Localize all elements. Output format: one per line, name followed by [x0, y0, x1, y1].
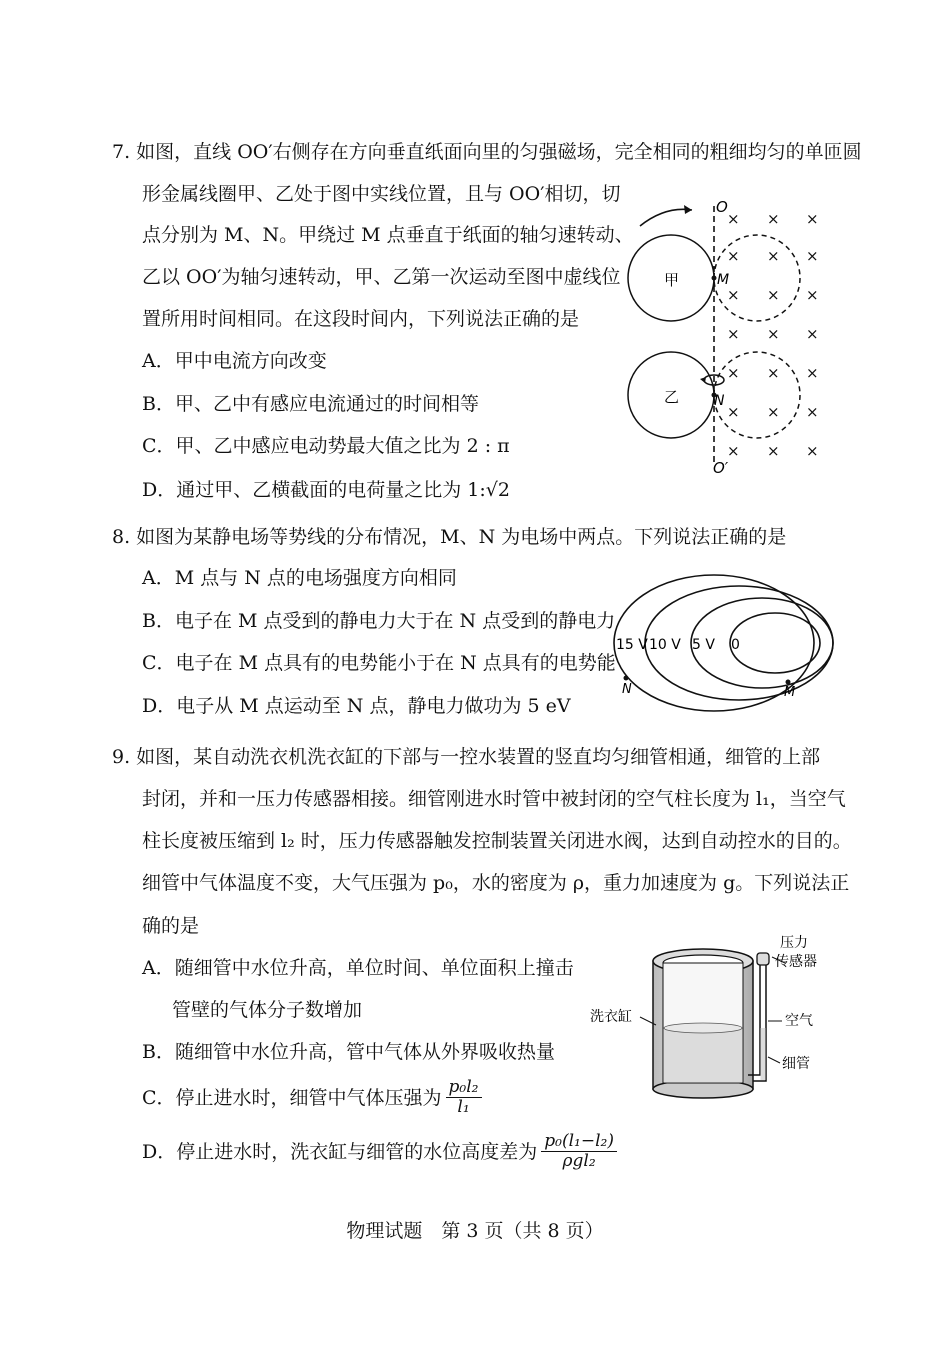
svg-text:洗衣缸: 洗衣缸 [590, 1009, 632, 1025]
label-jia: 甲 [664, 271, 680, 289]
q8-option-c: C．电子在 M 点具有的电势能小于在 N 点具有的电势能 [142, 652, 616, 674]
q7-figure [610, 188, 850, 478]
q7-stem-line4: 乙以 OO′为轴匀速转动，甲、乙第一次运动至图中虚线位 [142, 266, 621, 288]
svg-text:空气: 空气 [785, 1013, 813, 1029]
point-n [624, 676, 629, 681]
q7-option-a: A．甲中电流方向改变 [142, 350, 327, 372]
svg-text:细管: 细管 [782, 1056, 810, 1072]
svg-text:×: × [806, 210, 819, 228]
label-10v: 10 V [649, 637, 681, 653]
svg-text:×: × [727, 403, 740, 421]
page-footer: 物理试题 第 3 页（共 8 页） [346, 1220, 604, 1242]
label-o-bottom: O′ [713, 459, 729, 477]
q9-option-c-fraction: $\frac{\text{p₀l₂}}{\text{l₁}}$ [446, 1078, 482, 1117]
label-yi: 乙 [664, 388, 680, 406]
q8-option-b: B．电子在 M 点受到的静电力大于在 N 点受到的静电力 [142, 610, 616, 632]
q7-option-b: B．甲、乙中有感应电流通过的时间相等 [142, 393, 479, 415]
rotation-arrow [640, 209, 692, 226]
point-m [786, 680, 791, 685]
label-15v: 15 V [616, 637, 648, 653]
label-m: M [717, 272, 730, 288]
q7-stem-line5: 置所用时间相同。在这段时间内，下列说法正确的是 [142, 308, 580, 330]
svg-text:×: × [727, 442, 740, 460]
svg-text:×: × [767, 210, 780, 228]
equipotential-0v [730, 613, 820, 673]
svg-text:×: × [767, 364, 780, 382]
pressure-sensor [757, 953, 769, 965]
svg-text:×: × [767, 325, 780, 343]
q7-stem-line1: 7. 如图，直线 OO′右侧存在方向垂直纸面向里的匀强磁场，完全相同的粗细均匀的单匝圆 [112, 141, 862, 163]
svg-text:×: × [806, 403, 819, 421]
svg-text:×: × [806, 325, 819, 343]
svg-text:压力: 压力 [780, 935, 808, 951]
svg-text:×: × [727, 325, 740, 343]
svg-text:×: × [806, 247, 819, 265]
q9-option-c: C．停止进水时，细管中气体压强为 $\frac{\text{p₀l₂}}{\text{l₁}}$ [142, 1078, 482, 1117]
q7-option-d: D．通过甲、乙横截面的电荷量之比为 1:√2 [142, 479, 510, 501]
q7-option-c: C．甲、乙中感应电动势最大值之比为 2 : π [142, 435, 510, 457]
q9-stem-line2: 封闭，并和一压力传感器相接。细管刚进水时管中被封闭的空气柱长度为 l₁，当空气 [142, 788, 846, 810]
label-5v: 5 V [692, 637, 715, 653]
svg-text:N: N [622, 682, 632, 697]
q8-stem: 8. 如图为某静电场等势线的分布情况，M、N 为电场中两点。下列说法正确的是 [112, 526, 787, 548]
label-n: N [714, 393, 725, 409]
q8-option-d: D．电子从 M 点运动至 N 点，静电力做功为 5 eV [142, 695, 571, 717]
svg-text:×: × [806, 442, 819, 460]
q9-option-a-line2: 管壁的气体分子数增加 [172, 999, 363, 1021]
svg-text:×: × [727, 247, 740, 265]
q9-option-d-fraction: $\frac{\text{p₀(l₁−l₂)}}{\text{ρgl₂}}$ [541, 1132, 617, 1171]
q7-stem-line2: 形金属线圈甲、乙处于图中实线位置，且与 OO′相切，切 [142, 183, 621, 205]
q8-figure [612, 566, 832, 716]
svg-text:×: × [727, 364, 740, 382]
tub-water [664, 1028, 742, 1082]
q7-stem-line3: 点分别为 M、N。甲绕过 M 点垂直于纸面的轴匀速转动、 [142, 224, 634, 246]
svg-text:×: × [806, 286, 819, 304]
svg-text:×: × [767, 442, 780, 460]
q9-option-b: B．随细管中水位升高，管中气体从外界吸收热量 [142, 1041, 555, 1063]
svg-text:×: × [767, 247, 780, 265]
svg-text:×: × [806, 364, 819, 382]
svg-text:×: × [727, 286, 740, 304]
svg-text:传感器: 传感器 [775, 954, 817, 970]
q9-stem-line3: 柱长度被压缩到 l₂ 时，压力传感器触发控制装置关闭进水阀，达到自动控水的目的。 [142, 830, 852, 852]
svg-text:×: × [767, 403, 780, 421]
label-o-top: O [716, 198, 728, 216]
label-0v: 0 [731, 637, 740, 653]
q9-figure [590, 933, 830, 1103]
q9-stem-line5: 确的是 [142, 915, 200, 937]
svg-text:×: × [727, 210, 740, 228]
q8-option-a: A．M 点与 N 点的电场强度方向相同 [142, 567, 457, 589]
svg-text:×: × [767, 286, 780, 304]
q9-stem-line4: 细管中气体温度不变，大气压强为 p₀，水的密度为 ρ，重力加速度为 g。下列说法正 [142, 872, 850, 894]
q9-option-a-line1: A．随细管中水位升高，单位时间、单位面积上撞击 [142, 957, 574, 979]
q9-option-d: D．停止进水时，洗衣缸与细管的水位高度差为 $\frac{\text{p₀(l₁−l₂)}}{\text{ρgl₂}}$ [142, 1132, 617, 1171]
q9-stem-line1: 9. 如图，某自动洗衣机洗衣缸的下部与一控水装置的竖直均匀细管相通，细管的上部 [112, 746, 821, 768]
svg-text:M: M [784, 685, 796, 700]
